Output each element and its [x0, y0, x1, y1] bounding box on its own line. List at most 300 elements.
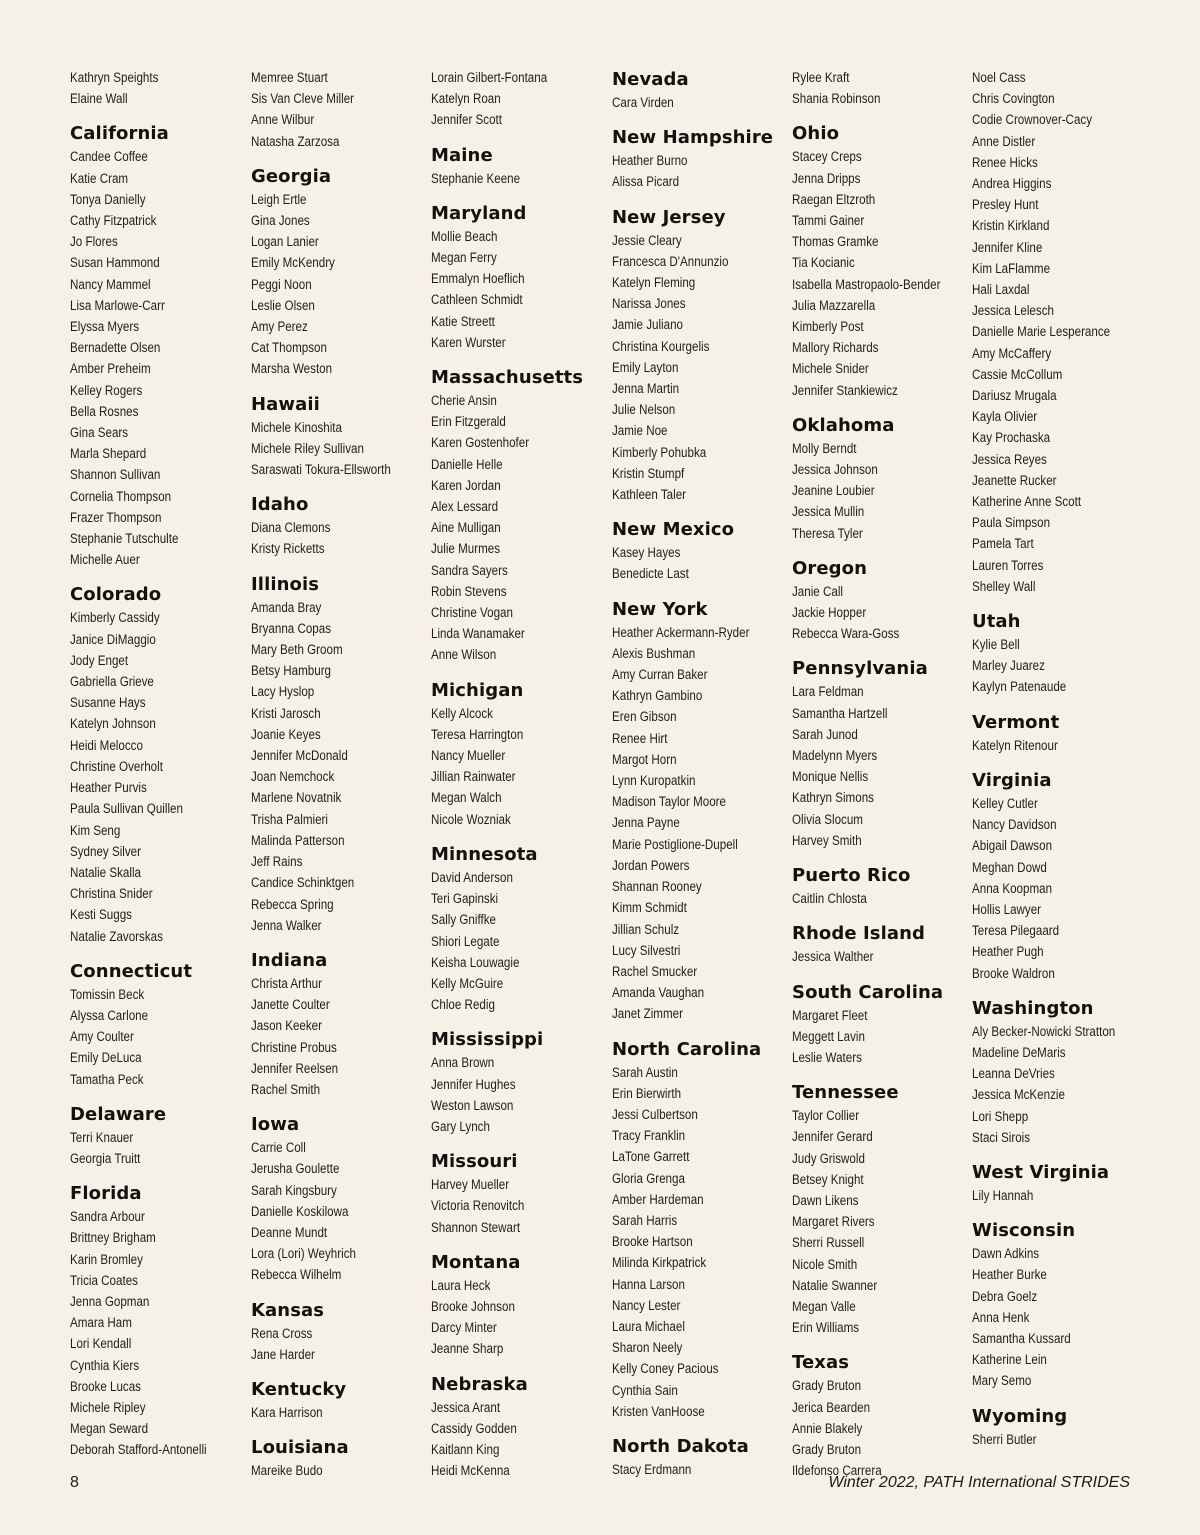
donor-name: Lara Feldman — [792, 684, 864, 700]
donor-name: Amy Coulter — [70, 1029, 134, 1045]
donor-name: Jason Keeker — [251, 1018, 323, 1034]
state-heading: Mississippi — [431, 1029, 544, 1051]
donor-name: Jenna Dripps — [792, 170, 861, 186]
state-heading: Missouri — [431, 1151, 518, 1173]
donor-name: Tracy Franklin — [612, 1128, 686, 1144]
donor-name: Chloe Redig — [431, 997, 495, 1013]
donor-name: Kimm Schmidt — [612, 900, 687, 916]
donor-name: Kelly Alcock — [431, 705, 493, 721]
donor-name: Logan Lanier — [251, 234, 319, 250]
donor-name: Marsha Weston — [251, 361, 333, 377]
donor-name: Emmalyn Hoeflich — [431, 271, 525, 287]
donor-name: Shannon Stewart — [431, 1219, 521, 1235]
donor-name: Lauren Torres — [972, 557, 1044, 573]
donor-name: Megan Valle — [792, 1298, 856, 1314]
donor-name: Isabella Mastropaolo-Bender — [792, 276, 941, 292]
donor-name: Tomissin Beck — [70, 986, 145, 1002]
donor-name: Kelley Cutler — [972, 795, 1038, 811]
donor-name: Katie Cram — [70, 170, 129, 186]
donor-name: Brooke Johnson — [431, 1298, 515, 1314]
donor-name: Sis Van Cleve Miller — [251, 91, 355, 107]
donor-name: Debra Goelz — [972, 1288, 1038, 1304]
donor-name: Jamie Noe — [612, 423, 668, 439]
donor-name: Leslie Waters — [792, 1049, 862, 1065]
donor-name: Laura Michael — [612, 1318, 685, 1334]
donor-name: Sherri Butler — [972, 1431, 1037, 1447]
donor-name: Candee Coffee — [70, 149, 148, 165]
donor-name: Alissa Picard — [612, 174, 680, 190]
donor-name: Sandra Arbour — [70, 1209, 145, 1225]
state-heading: Kentucky — [251, 1378, 347, 1400]
donor-name: Bernadette Olsen — [70, 340, 161, 356]
donor-name: Hali Laxdal — [972, 282, 1030, 298]
donor-name: Heather Burno — [612, 153, 688, 169]
donor-name: Amanda Vaughan — [612, 985, 705, 1001]
donor-name: Meggett Lavin — [792, 1028, 865, 1044]
donor-name: Marley Juarez — [972, 658, 1045, 674]
donor-name: Stacy Erdmann — [612, 1461, 692, 1477]
donor-name: Stephanie Tutschulte — [70, 531, 179, 547]
donor-name: Monique Nellis — [792, 769, 869, 785]
donor-name: Kristin Kirkland — [972, 218, 1050, 234]
donor-name: Jerica Bearden — [792, 1399, 871, 1415]
donor-name: Alexis Bushman — [612, 645, 696, 661]
donor-name: Andrea Higgins — [972, 176, 1052, 192]
donor-name: Lora (Lori) Weyhrich — [251, 1246, 356, 1262]
donor-name: Erin Williams — [792, 1320, 860, 1336]
donor-name: Raegan Eltzroth — [792, 191, 876, 207]
donor-name: Erin Fitzgerald — [431, 414, 506, 430]
state-heading: Minnesota — [431, 843, 538, 865]
donor-name: Harvey Smith — [792, 832, 862, 848]
donor-name: Grady Bruton — [792, 1378, 862, 1394]
donor-name: Kelly Coney Pacious — [612, 1361, 719, 1377]
donor-name: Elaine Wall — [70, 91, 128, 107]
donor-name: Madeline DeMaris — [972, 1044, 1066, 1060]
donor-name: Christina Snider — [70, 886, 153, 902]
donor-name: Theresa Tyler — [792, 525, 863, 541]
donor-name: Lori Shepp — [972, 1108, 1029, 1124]
state-heading: Florida — [70, 1183, 142, 1205]
donor-name: Lucy Silvestri — [612, 942, 681, 958]
donor-name: Emily Layton — [612, 359, 679, 375]
donor-name: Kimberly Cassidy — [70, 610, 160, 626]
donor-name: Jessi Culbertson — [612, 1106, 698, 1122]
donor-name: Kesti Suggs — [70, 907, 132, 923]
donor-name: Anna Brown — [431, 1055, 495, 1071]
donor-name: Brooke Waldron — [972, 965, 1055, 981]
donor-name: Sydney Silver — [70, 843, 141, 859]
donor-name: Janice DiMaggio — [70, 631, 156, 647]
donor-name: Bryanna Copas — [251, 620, 332, 636]
donor-name: Leslie Olsen — [251, 297, 315, 313]
donor-name: Renee Hirt — [612, 730, 668, 746]
donor-name: Sherri Russell — [792, 1235, 865, 1251]
donor-name: Ildefonso Carrera — [792, 1463, 882, 1479]
donor-name: Jennifer Gerard — [792, 1129, 873, 1145]
donor-name: Caitlin Chlosta — [792, 891, 867, 907]
state-heading: Utah — [972, 611, 1021, 633]
donor-name: Natalie Zavorskas — [70, 928, 163, 944]
donor-name: Jessica Arant — [431, 1399, 501, 1415]
state-heading: Louisiana — [251, 1437, 349, 1459]
donor-name: Benedicte Last — [612, 566, 689, 582]
donor-name: Deanne Mundt — [251, 1224, 328, 1240]
donor-name: Shannan Rooney — [612, 879, 702, 895]
donor-name: Alyssa Carlone — [70, 1007, 149, 1023]
donor-name: Karen Wurster — [431, 334, 506, 350]
donor-name: Mareike Budo — [251, 1463, 323, 1479]
donor-name: Leanna DeVries — [972, 1066, 1055, 1082]
donor-name: Julie Nelson — [612, 402, 676, 418]
donor-name: Amy Perez — [251, 319, 308, 335]
state-heading: Maryland — [431, 202, 527, 224]
donor-name: Sally Gniffke — [431, 912, 496, 928]
donor-name: Memree Stuart — [251, 70, 328, 85]
donor-name: Rachel Smith — [251, 1081, 321, 1097]
donor-name: Marie Postiglione-Dupell — [612, 836, 738, 852]
donor-name: Cathy Fitzpatrick — [70, 213, 157, 229]
donor-name: Gloria Grenga — [612, 1170, 685, 1186]
donor-name: Dariusz Mrugala — [972, 388, 1057, 404]
donor-name: Sharon Neely — [612, 1340, 683, 1356]
donor-name: Michele Ripley — [70, 1399, 146, 1415]
state-heading: Wisconsin — [972, 1220, 1076, 1242]
donor-name: Anne Wilson — [431, 647, 497, 663]
donor-name: Kay Prochaska — [972, 430, 1051, 446]
donor-name: Gina Jones — [251, 213, 310, 229]
donor-name: Nancy Mammel — [70, 276, 151, 292]
donor-name: Rena Cross — [251, 1325, 313, 1341]
donor-name: Christine Vogan — [431, 605, 513, 621]
state-heading: North Dakota — [612, 1435, 749, 1457]
state-heading: Indiana — [251, 949, 328, 971]
donor-name: Karen Jordan — [431, 477, 501, 493]
donor-name: Susan Hammond — [70, 255, 160, 271]
donor-name: Jeanine Loubier — [792, 483, 875, 499]
page-number: 8 — [70, 1474, 79, 1491]
donor-name: Kim Seng — [70, 822, 121, 838]
donor-name: Sarah Harris — [612, 1212, 678, 1228]
donor-name: Betsy Hamburg — [251, 663, 332, 679]
donor-name: Aine Mulligan — [431, 520, 501, 536]
donor-name: Kasey Hayes — [612, 545, 681, 561]
donor-name: Amy Curran Baker — [612, 667, 708, 683]
donor-name: David Anderson — [431, 869, 513, 885]
donor-name: Kathryn Speights — [70, 70, 159, 85]
donor-name: Terri Knauer — [70, 1129, 134, 1145]
donor-name: Cynthia Kiers — [70, 1357, 140, 1373]
donor-name: Sarah Austin — [612, 1064, 678, 1080]
donor-name: Jenna Gopman — [70, 1293, 150, 1309]
state-heading: Vermont — [972, 711, 1060, 733]
donor-name: Jennifer Reelsen — [251, 1060, 339, 1076]
donor-name: Pamela Tart — [972, 536, 1034, 552]
donor-name: Lori Kendall — [70, 1336, 132, 1352]
donor-name: Madelynn Myers — [792, 748, 878, 764]
donor-name: Tia Kocianic — [792, 255, 855, 271]
donor-name: Katie Streett — [431, 313, 495, 329]
donor-name: Frazer Thompson — [70, 509, 162, 525]
donor-name: Kimberly Pohubka — [612, 444, 707, 460]
donor-name: Christina Kourgelis — [612, 338, 710, 354]
donor-name: Francesca D'Annunzio — [612, 253, 729, 269]
donor-name: Jordan Powers — [612, 857, 690, 873]
state-heading: Massachusetts — [431, 367, 584, 389]
donor-name: Heather Burke — [972, 1267, 1047, 1283]
donor-name: Shannon Sullivan — [70, 467, 161, 483]
donor-name: Mary Semo — [972, 1373, 1032, 1389]
donor-name: Natasha Zarzosa — [251, 133, 340, 149]
donor-name: Amy McCaffery — [972, 345, 1052, 361]
donor-name: Cynthia Sain — [612, 1382, 678, 1398]
state-heading: Montana — [431, 1251, 521, 1273]
donor-name: Kathryn Gambino — [612, 688, 703, 704]
state-heading: Michigan — [431, 679, 524, 701]
donor-name: Cassidy Godden — [431, 1420, 517, 1436]
donor-name: Harvey Mueller — [431, 1177, 510, 1193]
donor-name: Kathleen Taler — [612, 487, 687, 503]
state-heading: Idaho — [251, 494, 309, 516]
state-heading: Kansas — [251, 1299, 325, 1321]
donor-name: Anna Koopman — [972, 880, 1053, 896]
donor-name: Rebecca Wilhelm — [251, 1267, 342, 1283]
donor-name: Robin Stevens — [431, 583, 507, 599]
donor-name: Mollie Beach — [431, 228, 498, 244]
donor-name: Jennifer Hughes — [431, 1076, 516, 1092]
donor-name: Jeff Rains — [251, 854, 303, 870]
donor-name: Jessica Mullin — [792, 504, 865, 520]
donor-name: Katelyn Roan — [431, 91, 501, 107]
donor-name: Jenna Payne — [612, 815, 680, 831]
donor-name: Jennifer Stankiewicz — [792, 382, 898, 398]
donor-name: Dawn Adkins — [972, 1246, 1040, 1262]
state-heading: Ohio — [792, 123, 840, 145]
donor-name: Molly Berndt — [792, 440, 857, 456]
state-heading: Colorado — [70, 584, 162, 606]
donor-name: Julia Mazzarella — [792, 297, 876, 313]
donor-name: Hollis Lawyer — [972, 901, 1042, 917]
donor-name: Christa Arthur — [251, 975, 322, 991]
donor-name: Megan Seward — [70, 1421, 149, 1437]
donor-name: Nicole Wozniak — [431, 811, 511, 827]
state-heading: Puerto Rico — [792, 865, 911, 887]
donor-name: Cat Thompson — [251, 340, 327, 356]
donor-name: Brooke Lucas — [70, 1378, 142, 1394]
donor-name: Christine Probus — [251, 1039, 337, 1055]
donor-name: Amanda Bray — [251, 599, 322, 615]
state-heading: Hawaii — [251, 393, 320, 415]
donor-name: Jessie Cleary — [612, 232, 682, 248]
donor-name: Shiori Legate — [431, 933, 500, 949]
donor-name: Eren Gibson — [612, 709, 677, 725]
donor-name: Heather Ackermann-Ryder — [612, 624, 750, 640]
donor-name: Tammi Gainer — [792, 213, 865, 229]
state-heading: Nevada — [612, 69, 689, 90]
donor-name: Mallory Richards — [792, 340, 879, 356]
state-heading: Tennessee — [792, 1082, 899, 1104]
donor-name: Kristin Stumpf — [612, 465, 685, 481]
state-heading: New Jersey — [612, 206, 726, 228]
donor-name: Leigh Ertle — [251, 191, 307, 207]
donor-name: Mary Beth Groom — [251, 642, 343, 658]
donor-name: Gabriella Grieve — [70, 674, 154, 690]
donor-name: Katelyn Johnson — [70, 716, 156, 732]
donor-name: Lacy Hyslop — [251, 684, 315, 700]
donor-name: Jody Enget — [70, 652, 129, 668]
donor-name: Heidi McKenna — [431, 1463, 510, 1479]
donor-name: Victoria Renovitch — [431, 1198, 525, 1214]
donor-name: Heather Purvis — [70, 780, 147, 796]
donor-name: Kylie Bell — [972, 637, 1020, 653]
donor-name: Joan Nemchock — [251, 769, 335, 785]
publication-credit: Winter 2022, PATH International STRIDES — [828, 1474, 1130, 1491]
donor-name: Chris Covington — [972, 91, 1055, 107]
state-heading: Wyoming — [972, 1405, 1068, 1427]
donor-name: Jennifer Scott — [431, 112, 502, 128]
donor-name: Bella Rosnes — [70, 403, 139, 419]
donor-name: Rebecca Spring — [251, 896, 334, 912]
donor-name: Erin Bierwirth — [612, 1085, 682, 1101]
state-heading: Connecticut — [70, 960, 193, 982]
donor-name: Jenna Martin — [612, 381, 680, 397]
state-heading: Maine — [431, 144, 493, 166]
donor-name: Kristen VanHoose — [612, 1403, 705, 1419]
donor-name: Staci Sirois — [972, 1129, 1031, 1145]
donor-name: Margot Horn — [612, 751, 677, 767]
donor-name: Jennifer McDonald — [251, 748, 348, 764]
donor-name: Kayla Olivier — [972, 409, 1038, 425]
donor-name: Peggi Noon — [251, 276, 312, 292]
donor-name: Susanne Hays — [70, 695, 146, 711]
donor-name: Dawn Likens — [792, 1192, 859, 1208]
donor-name: Joanie Keyes — [251, 726, 321, 742]
donor-name: Kristy Ricketts — [251, 541, 325, 557]
donor-name: Cara Virden — [612, 95, 674, 110]
donor-name: Teresa Harrington — [431, 726, 524, 742]
state-heading: New Mexico — [612, 519, 735, 541]
donor-name: Michele Kinoshita — [251, 419, 342, 435]
donor-name: Saraswati Tokura-Ellsworth — [251, 462, 391, 478]
donor-name: Paula Simpson — [972, 515, 1051, 531]
donor-name: Christine Overholt — [70, 758, 163, 774]
donor-name: Thomas Gramke — [792, 234, 879, 250]
donor-name: Jerusha Goulette — [251, 1161, 340, 1177]
donor-name: Michele Snider — [792, 361, 869, 377]
donor-name: Madison Taylor Moore — [612, 794, 727, 810]
donor-name: Jeanette Rucker — [972, 472, 1057, 488]
donor-name: Michelle Auer — [70, 552, 140, 568]
donor-name: Abigail Dawson — [972, 838, 1053, 854]
donor-name: Presley Hunt — [972, 197, 1039, 213]
donor-name: Alex Lessard — [431, 499, 499, 515]
state-heading: New Hampshire — [612, 127, 774, 149]
state-heading: Texas — [792, 1352, 850, 1374]
donor-name: Samantha Kussard — [972, 1330, 1071, 1346]
donor-name: Noel Cass — [972, 70, 1026, 85]
donor-name: Rachel Smucker — [612, 963, 698, 979]
donor-name: Deborah Stafford-Antonelli — [70, 1442, 207, 1458]
donor-name: Emily McKendry — [251, 255, 335, 271]
donor-name: Jessica Lelesch — [972, 303, 1054, 319]
state-heading: Rhode Island — [792, 923, 926, 945]
donor-name: Kara Harrison — [251, 1404, 323, 1420]
state-heading: New York — [612, 598, 708, 620]
donor-name: Gary Lynch — [431, 1118, 490, 1134]
donor-name: Jillian Schulz — [612, 921, 680, 937]
donor-name: Rebecca Wara-Goss — [792, 626, 900, 642]
donor-name: Janie Call — [792, 583, 843, 599]
state-heading: Washington — [972, 997, 1094, 1019]
donor-name: Jenna Walker — [251, 917, 322, 933]
donor-name: Brittney Brigham — [70, 1230, 156, 1246]
donor-name: Gina Sears — [70, 425, 129, 441]
donor-name: Cornelia Thompson — [70, 488, 172, 504]
donor-name: Julie Murmes — [431, 541, 501, 557]
state-heading: Nebraska — [431, 1373, 528, 1395]
donor-name: Nancy Lester — [612, 1297, 681, 1313]
donor-name: Paula Sullivan Quillen — [70, 801, 183, 817]
donor-name: Elyssa Myers — [70, 319, 140, 335]
donor-name: Anne Wilbur — [251, 112, 315, 128]
donor-name: Anne Distler — [972, 133, 1036, 149]
donor-name: Grady Bruton — [792, 1441, 862, 1457]
state-heading: Delaware — [70, 1103, 167, 1125]
donor-name: Stephanie Keene — [431, 170, 521, 186]
donor-name: Kim LaFlamme — [972, 260, 1051, 276]
donor-name: Lorain Gilbert-Fontana — [431, 70, 548, 85]
donor-name: Malinda Patterson — [251, 832, 345, 848]
donor-name: Marla Shepard — [70, 446, 147, 462]
donor-name: Jessica Reyes — [972, 451, 1047, 467]
donor-name: Megan Ferry — [431, 250, 497, 266]
donor-name: Megan Walch — [431, 790, 502, 806]
donor-name: Margaret Rivers — [792, 1214, 875, 1230]
donor-name: Kimberly Post — [792, 319, 864, 335]
donor-name: Lynn Kuropatkin — [612, 773, 696, 789]
column-6 — [972, 67, 1147, 1450]
donor-name: Laura Heck — [431, 1277, 491, 1293]
donor-name: Katherine Anne Scott — [972, 494, 1082, 510]
donor-name: Kaitlann King — [431, 1441, 500, 1457]
donor-name: Katherine Lein — [972, 1352, 1047, 1368]
state-heading: South Carolina — [792, 981, 944, 1003]
donor-name: Cathleen Schmidt — [431, 292, 523, 308]
donor-name: Lisa Marlowe-Carr — [70, 297, 165, 313]
donor-name: LaTone Garrett — [612, 1149, 690, 1165]
donor-name: Amber Preheim — [70, 361, 151, 377]
donor-name: Nancy Mueller — [431, 748, 506, 764]
donor-name: Natalie Swanner — [792, 1277, 878, 1293]
donor-name: Sarah Junod — [792, 726, 858, 742]
donor-name: Jessica Walther — [792, 949, 874, 965]
column-1 — [70, 67, 245, 1461]
donor-name: Jessica Johnson — [792, 462, 878, 478]
donor-name: Weston Lawson — [431, 1097, 514, 1113]
donor-name: Katelyn Ritenour — [972, 737, 1058, 753]
donor-name: Cassie McCollum — [972, 366, 1063, 382]
donor-name: Annie Blakely — [792, 1420, 863, 1436]
donor-name: Judy Griswold — [792, 1150, 865, 1166]
donor-name: Renee Hicks — [972, 154, 1038, 170]
donor-name: Janette Coulter — [251, 997, 330, 1013]
donor-name: Karin Bromley — [70, 1251, 143, 1267]
donor-name: Milinda Kirkpatrick — [612, 1255, 707, 1271]
donor-name: Taylor Collier — [792, 1108, 860, 1124]
donor-name: Jamie Juliano — [612, 317, 683, 333]
donor-name: Jo Flores — [70, 234, 118, 250]
donor-name: Aly Becker-Nowicki Stratton — [972, 1023, 1116, 1039]
